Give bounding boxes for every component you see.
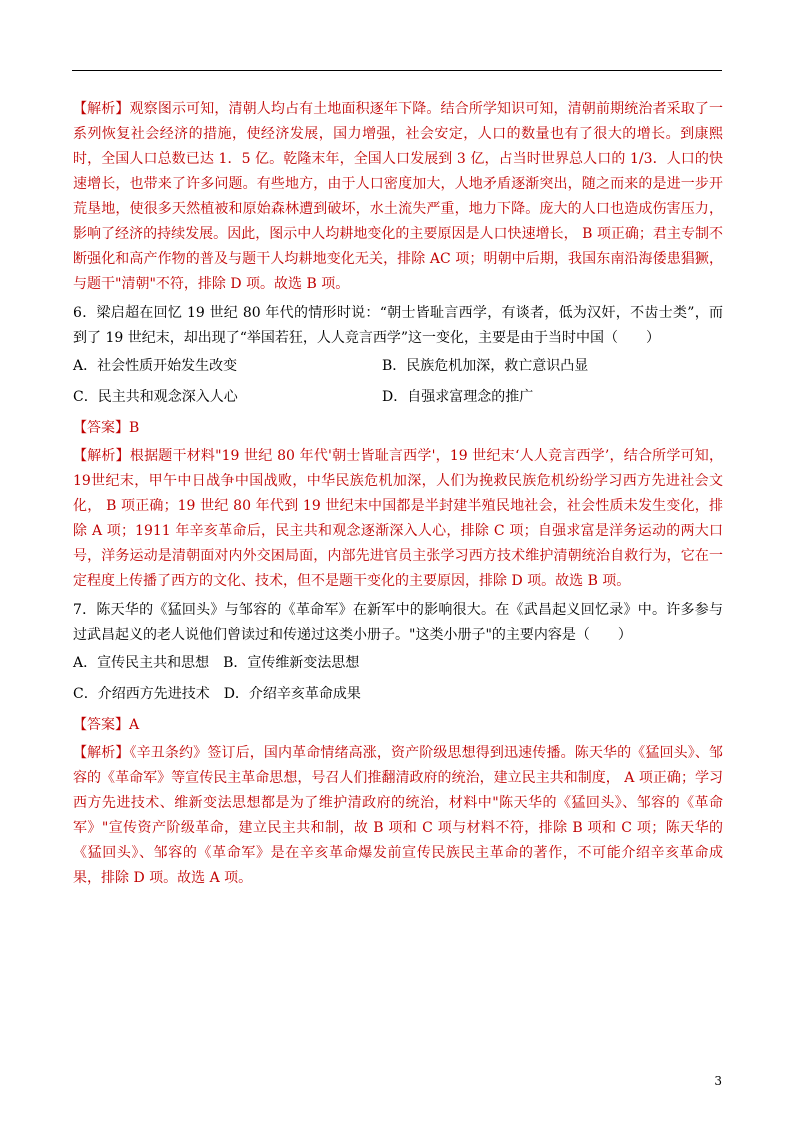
analysis-q7-text: 《辛丑条约》签订后，国内革命情绪高涨，资产阶级思想得到迅速传播。陈天华的《猛回头》、邹容的《革命军》等宣传民主革命思想，号召人们推翻清政府的统治，建立民主共和制度， A 项正确；学习西方先进技术、维新变法思想都是为了维护清政府的统治，材料中"陈天华的《猛回头》、邹容的《革命军》"宣传资产阶级革命，建立民主共和制，故 B 项和 C 项与材料不符，排除 B 项和 C 项；陈天华的《猛回头》、邹容的《革命军》是在辛亥革命爆发前宣传民族民主革命的著作，不可能介绍辛亥革命成果，排除 D 项。故选 A 项。 — [73, 745, 724, 886]
q7-options-cd: C．介绍西方先进技术 D．介绍辛亥革命成果 — [73, 686, 361, 702]
page-content — [73, 97, 723, 891]
q6-option-d: D．自强求富理念的推广 — [382, 389, 534, 405]
answer-label: 【答案】 — [73, 420, 129, 436]
analysis-label: 【解析】 — [73, 745, 130, 761]
analysis-q6 — [73, 444, 723, 594]
q7-answer-value: A — [129, 717, 140, 733]
analysis-label: 【解析】 — [73, 101, 130, 117]
analysis-q5 — [73, 97, 723, 297]
analysis-q5-text: 观察图示可知，清朝人均占有土地面积逐年下降。结合所学知识可知，清朝前期统治者采取了一系列恢复社会经济的措施，使经济发展，国力增强，社会安定，人口的数量也有了很大的增长。到康熙时，全国人口总数已达 1．5 亿。乾隆末年，全国人口发展到 3 亿，占当时世界总人口的 1/3．人口的快速增长，也带来了许多问题。有些地方，由于人口密度加大，人地矛盾逐渐突出，随之而来的是进一步开荒垦地，使很多天然植被和原始森林遭到破坏，水土流失严重，地力下降。庞大的人口也造成伤害压力，影响了经济的持续发展。因此，图示中人均耕地变化的主要原因是人口快速增长， B 项正确；君主专制不断强化和高产作物的普及与题干人均耕地变化无关，排除 AC 项；明朝中后期，我国东南沿海倭患猖獗，与题干"清朝"不符，排除 D 项。故选 B 项。 — [73, 101, 724, 292]
question-7-stem: 7．陈天华的《猛回头》与邹容的《革命军》在新军中的影响很大。在《武昌起义回忆录》中。许多参与过武昌起义的老人说他们曾读过和传递过这类小册子。"这类小册子"的主要内容是（ ） — [73, 602, 723, 643]
q7-answer — [73, 710, 723, 741]
analysis-q7 — [73, 741, 723, 891]
answer-label: 【答案】 — [73, 717, 129, 733]
question-6-options-row2 — [73, 382, 723, 413]
header-rule — [72, 70, 722, 71]
q7-options-ab: A．宣传民主共和思想 B．宣传维新变法思想 — [73, 655, 360, 671]
q6-option-c: C．民主共和观念深入人心 — [73, 389, 238, 405]
q6-answer — [73, 413, 723, 444]
question-6-stem: 6．梁启超在回忆 19 世纪 80 年代的情形时说：“朝士皆耻言西学，有谈者，低为汉奸，不齿士类”，而到了 19 世纪末，却出现了“举国若狂，人人竞言西学”这一变化，主要是由于当时中国（ ） — [73, 305, 723, 346]
q6-answer-value: B — [129, 420, 140, 436]
q6-option-b: B．民族危机加深，救亡意识凸显 — [382, 358, 589, 374]
page-number: 3 — [714, 1074, 722, 1088]
q6-option-a: A．社会性质开始发生改变 — [73, 358, 238, 374]
analysis-label: 【解析】 — [73, 448, 130, 464]
question-6-options-row1 — [73, 351, 723, 382]
analysis-q6-text: 根据题干材料"19 世纪 80 年代'朝士皆耻言西学'，19 世纪末‘人人竞言西学’，结合所学可知，19世纪末，甲午中日战争中国战败，中华民族危机加深，人们为挽救民族危机纷纷学习西方先进社会文化， B 项正确；19 世纪 80 年代到 19 世纪末中国都是半封建半殖民地社会，社会性质未发生变化，排除 A 项；1911 年辛亥革命后，民主共和观念逐渐深入人心，排除 C 项；自强求富是洋务运动的两大口号，洋务运动是清朝面对内外交困局面，内部先进官员主张学习西方技术维护清朝统治自救行为，它在一定程度上传播了西方的文化、技术，但不是题干变化的主要原因，排除 D 项。故选 B 项。 — [73, 448, 724, 589]
